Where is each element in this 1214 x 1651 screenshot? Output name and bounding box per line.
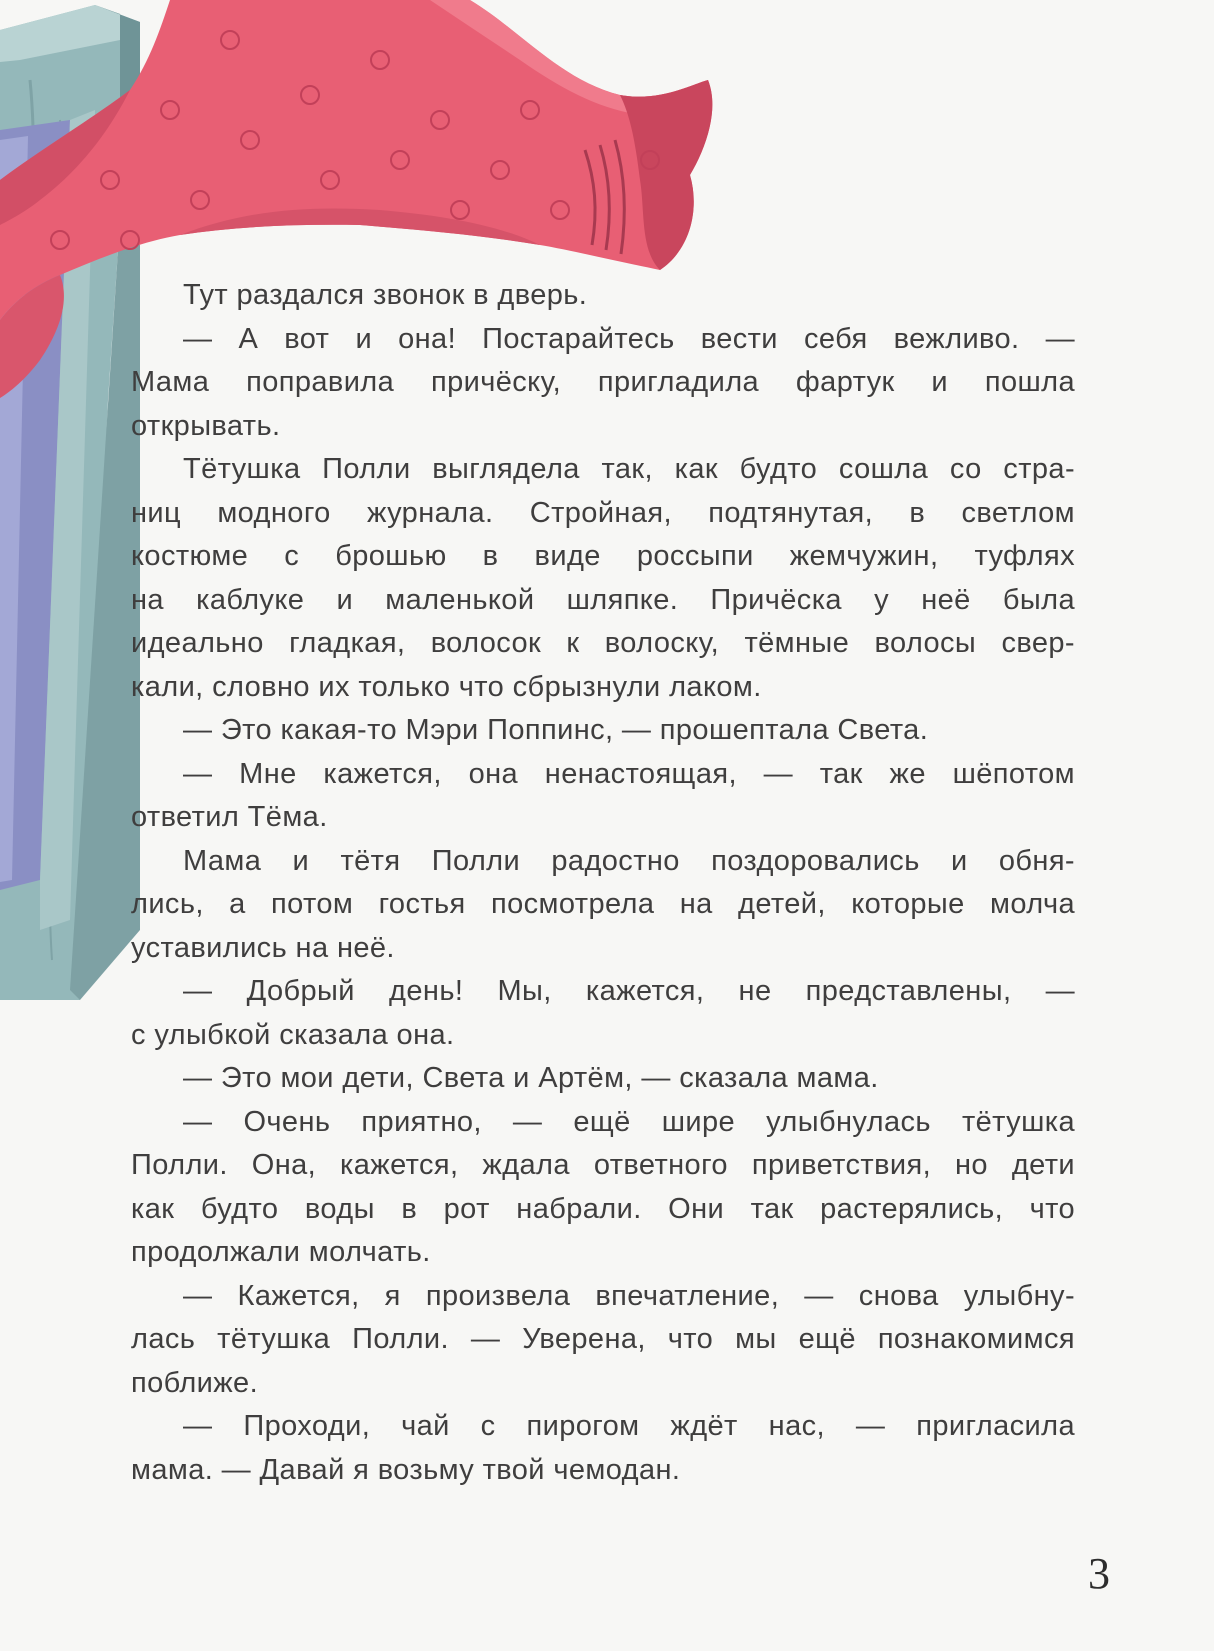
text-line: продолжали молчать. [131, 1236, 431, 1268]
text-line: лись, а потом гостья посмотрела на детей, которые молча [131, 888, 1075, 920]
text-line: как будто воды в рот набрали. Они так растерялись, что [131, 1192, 1075, 1225]
text-line: — Мне кажется, она ненастоящая, — так же шёпотом [183, 757, 1075, 790]
paragraph [131, 1405, 1075, 1492]
paragraph [131, 840, 1075, 971]
paragraph [131, 1057, 1075, 1101]
text-line: — Кажется, я произвела впечатление, — снова улыбну- [183, 1279, 1075, 1312]
paragraph [131, 709, 1075, 753]
text-line: Тётушка Полли выглядела так, как будто сошла со стра- [183, 453, 1075, 485]
text-line: Мама и тётя Полли радостно поздоровались и обня- [183, 844, 1075, 877]
text-line: — Это какая-то Мэри Поппинс, — прошептала Света. [183, 714, 929, 746]
text-line: — А вот и она! Постарайтесь вести себя вежливо. — [183, 322, 1075, 355]
page-number: 3 [1088, 1549, 1110, 1598]
text-line: открывать. [131, 409, 281, 442]
story-text [131, 274, 1075, 1492]
text-line: на каблуке и маленькой шляпке. Причёска у неё была [131, 583, 1075, 616]
text-line: — Это мои дети, Света и Артём, — сказала мама. [183, 1062, 879, 1094]
text-line: Тут раздался звонок в дверь. [183, 279, 588, 311]
paragraph [131, 448, 1075, 709]
paragraph [131, 1101, 1075, 1275]
text-line: ниц модного журнала. Стройная, подтянутая, в светлом [131, 496, 1075, 529]
paragraph [131, 318, 1075, 449]
paragraph [131, 753, 1075, 840]
paragraph [131, 274, 1075, 318]
text-line: Полли. Она, кажется, ждала ответного приветствия, но дети [131, 1149, 1075, 1181]
text-line: с улыбкой сказала она. [131, 1018, 455, 1051]
text-line: уставились на неё. [131, 931, 395, 964]
text-line: поближе. [131, 1366, 259, 1399]
text-line: — Добрый день! Мы, кажется, не представлены, — [183, 975, 1075, 1007]
text-line: мама. — Давай я возьму твой чемодан. [131, 1453, 681, 1486]
text-line: идеально гладкая, волосок к волоску, тёмные волосы свер- [131, 627, 1075, 659]
text-line: ответил Тёма. [131, 801, 328, 833]
paragraph [131, 1275, 1075, 1406]
text-line: кали, словно их только что сбрызнули лаком. [131, 670, 762, 703]
text-line: — Очень приятно, — ещё шире улыбнулась тётушка [183, 1105, 1075, 1138]
text-line: лась тётушка Полли. — Уверена, что мы ещё познакомимся [131, 1323, 1075, 1355]
text-line: Мама поправила причёску, пригладила фартук и пошла [131, 366, 1075, 398]
paragraph [131, 970, 1075, 1057]
text-line: костюме с брошью в виде россыпи жемчужин, туфлях [131, 540, 1075, 572]
text-line: — Проходи, чай с пирогом ждёт нас, — пригласила [183, 1410, 1075, 1442]
